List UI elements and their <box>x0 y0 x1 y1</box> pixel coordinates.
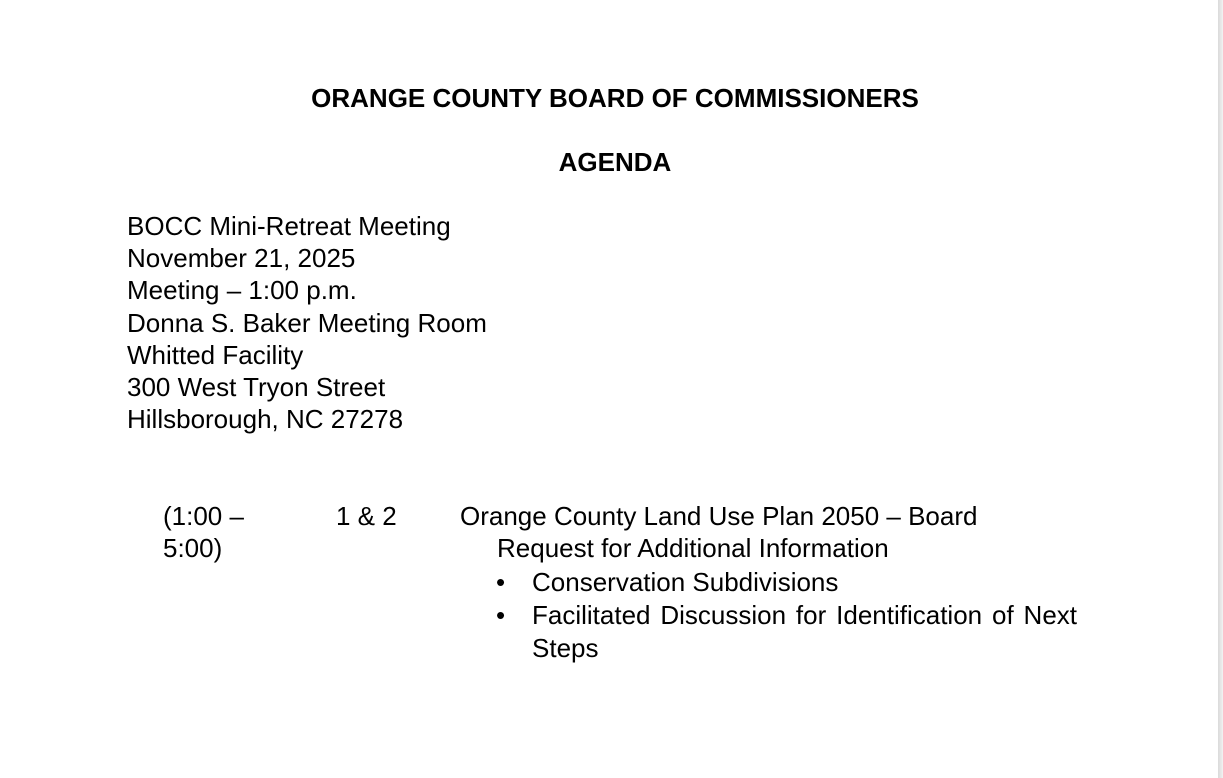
agenda-item-body <box>460 500 1077 665</box>
organization-title: ORANGE COUNTY BOARD OF COMMISSIONERS <box>311 83 919 113</box>
agenda-item-time <box>163 500 283 564</box>
bullet-text: Conservation Subdivisions <box>532 567 839 597</box>
bullet-icon: • <box>496 600 506 630</box>
meeting-street: 300 West Tryon Street <box>127 372 386 403</box>
list-item <box>460 599 1077 665</box>
meeting-info <box>127 210 487 435</box>
bullet-text: Facilitated Discussion for Identification of Next Steps <box>532 600 1077 663</box>
meeting-name: BOCC Mini-Retreat Meeting <box>127 211 451 241</box>
list-item <box>460 566 1077 599</box>
agenda-title: AGENDA <box>558 147 672 177</box>
agenda-item-bullets <box>460 566 1077 665</box>
meeting-city: Hillsborough, NC 27278 <box>127 404 404 435</box>
agenda-item-time-start: (1:00 – <box>163 501 244 531</box>
agenda-item-time-end: 5:00) <box>163 533 223 563</box>
meeting-time: Meeting – 1:00 p.m. <box>127 275 357 306</box>
bullet-icon: • <box>496 567 506 597</box>
agenda-item-number: 1 & 2 <box>336 501 397 531</box>
meeting-room: Donna S. Baker Meeting Room <box>127 307 487 338</box>
agenda-item-title: Orange County Land Use Plan 2050 – Board Request for Additional Information <box>460 501 978 563</box>
page-edge <box>1218 0 1223 778</box>
meeting-facility: Whitted Facility <box>127 339 304 370</box>
meeting-date: November 21, 2025 <box>127 243 356 274</box>
